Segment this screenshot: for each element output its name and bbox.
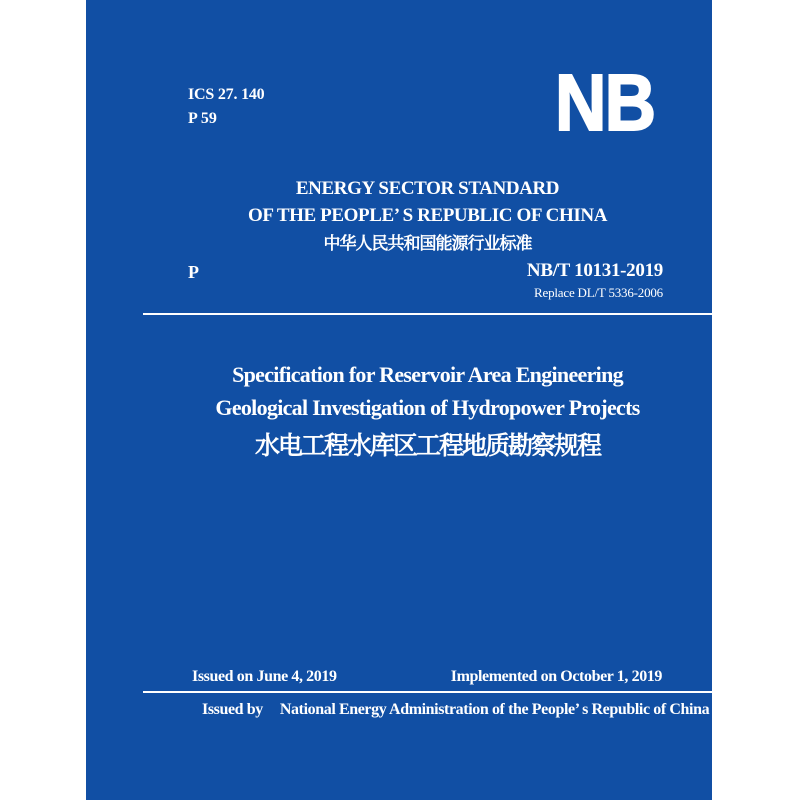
title-english-line-2: Geological Investigation of Hydropower Projects [215, 395, 640, 420]
org-header-line-2: OF THE PEOPLE’ S REPUBLIC OF CHINA [247, 205, 608, 226]
title-chinese: 水电工程水库区工程地质勘察规程 [254, 433, 600, 460]
separator-line-top [143, 313, 712, 315]
nb-logo: NB [555, 58, 655, 147]
standard-org-header [143, 175, 712, 257]
org-header-line-1: ENERGY SECTOR STANDARD [295, 178, 560, 199]
standard-number-block [527, 259, 663, 301]
implemented-on-date: Implemented on October 1, 2019 [450, 668, 662, 685]
separator-line-bottom [143, 691, 712, 693]
org-header-line-chinese: 中华人民共和国能源行业标准 [323, 234, 532, 253]
ics-code: ICS 27. 140 [188, 86, 265, 103]
dates-row [143, 668, 712, 686]
issuer-row [143, 701, 712, 719]
title-english-line-1: Specification for Reservoir Area Engineering [232, 362, 623, 387]
issuer-name: National Energy Administration of the People’ s Republic of China [279, 701, 710, 718]
standard-number: NB/T 10131-2019 [526, 260, 663, 281]
issued-on-date: Issued on June 4, 2019 [192, 668, 337, 685]
p-classification-code: P 59 [188, 110, 217, 127]
document-class-letter: P [188, 262, 199, 282]
standard-title-block [143, 358, 712, 464]
issued-by-label: Issued by [202, 701, 263, 718]
standard-cover-page [86, 0, 712, 800]
replaced-standard-note: Replace DL/T 5336-2006 [534, 285, 663, 300]
